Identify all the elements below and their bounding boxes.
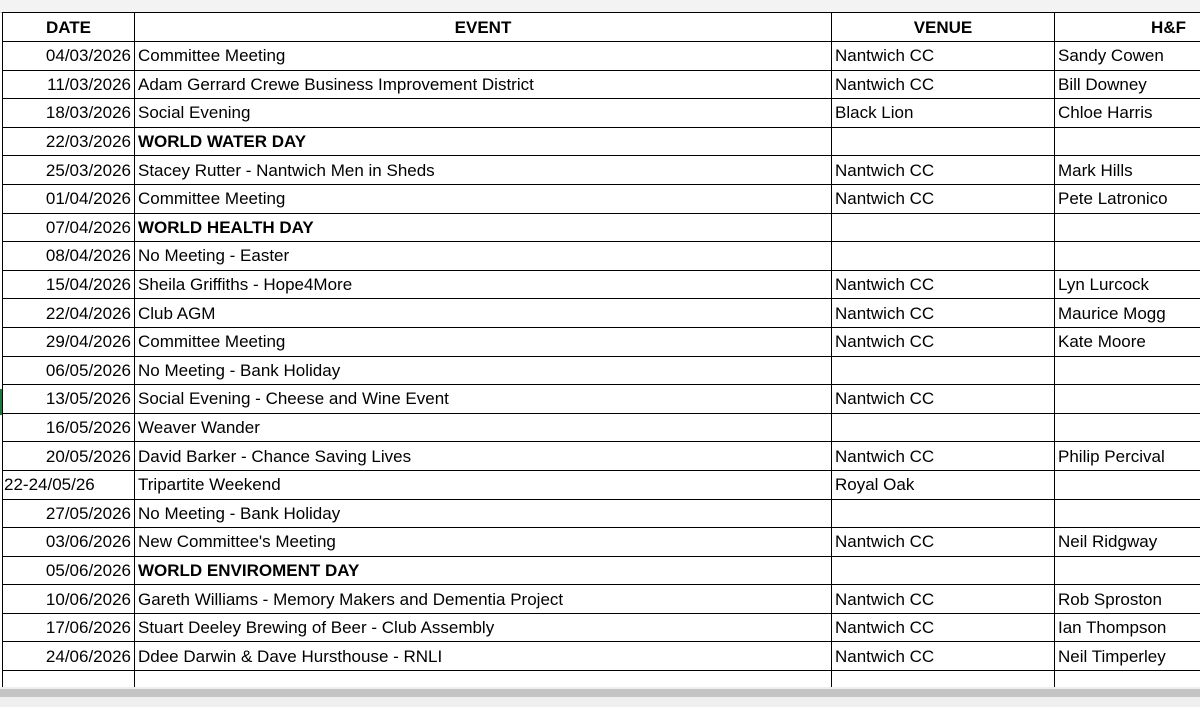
cell-event[interactable]: Committee Meeting [135,42,832,71]
cell-event[interactable]: Stacey Rutter - Nantwich Men in Sheds [135,156,832,185]
cell-date[interactable]: 06/05/2026 [3,356,135,385]
table-row [3,99,1200,128]
cell-event[interactable]: Social Evening - Cheese and Wine Event [135,385,832,414]
cell-hf[interactable]: Philip Percival [1055,442,1200,471]
active-cell-marker [0,389,2,415]
cell-hf[interactable] [1055,413,1200,442]
table-row [3,442,1200,471]
table-row [3,42,1200,71]
cell-date[interactable]: 03/06/2026 [3,528,135,557]
cell-event[interactable]: No Meeting - Bank Holiday [135,499,832,528]
table-row [3,585,1200,614]
horizontal-scrollbar[interactable] [0,687,1200,707]
cell-hf[interactable]: Maurice Mogg [1055,299,1200,328]
table-row [3,499,1200,528]
cell-hf[interactable] [1055,470,1200,499]
table-row [3,184,1200,213]
cell-date[interactable]: 22/04/2026 [3,299,135,328]
cell-event[interactable]: Stuart Deeley Brewing of Beer - Club Assembly [135,613,832,642]
table-row [3,70,1200,99]
cell-date[interactable]: 01/04/2026 [3,184,135,213]
cell-event[interactable]: WORLD WATER DAY [135,127,832,156]
cell-venue[interactable]: Nantwich CC [832,585,1055,614]
cell-event[interactable]: Tripartite Weekend [135,470,832,499]
cell-date[interactable]: 10/06/2026 [3,585,135,614]
cell-hf[interactable] [1055,356,1200,385]
cell-venue[interactable]: Black Lion [832,99,1055,128]
cell-hf[interactable]: Bill Downey [1055,70,1200,99]
header-venue[interactable]: VENUE [832,13,1055,42]
cell-hf[interactable]: Chloe Harris [1055,99,1200,128]
cell-date[interactable]: 24/06/2026 [3,642,135,671]
cell-venue[interactable] [832,556,1055,585]
cell-date[interactable]: 20/05/2026 [3,442,135,471]
cell-venue[interactable]: Nantwich CC [832,156,1055,185]
cell-venue[interactable] [832,242,1055,271]
cell-event[interactable]: Sheila Griffiths - Hope4More [135,270,832,299]
cell-date[interactable]: 05/06/2026 [3,556,135,585]
cell-event[interactable]: New Committee's Meeting [135,528,832,557]
cell-hf[interactable] [1055,213,1200,242]
table-row [3,528,1200,557]
table-row [3,470,1200,499]
cell-hf[interactable]: Pete Latronico [1055,184,1200,213]
table-row [3,156,1200,185]
cell-event[interactable]: Social Evening [135,99,832,128]
cell-hf[interactable]: Lyn Lurcock [1055,270,1200,299]
cell-venue[interactable]: Nantwich CC [832,642,1055,671]
cell-venue[interactable] [832,499,1055,528]
header-event[interactable]: EVENT [135,13,832,42]
table-row [3,299,1200,328]
cell-venue[interactable]: Nantwich CC [832,270,1055,299]
cell-date[interactable]: 27/05/2026 [3,499,135,528]
table-row [3,385,1200,414]
cell-venue[interactable]: Nantwich CC [832,70,1055,99]
cell-event[interactable]: Weaver Wander [135,413,832,442]
cell-date[interactable]: 29/04/2026 [3,327,135,356]
cell-event[interactable]: Adam Gerrard Crewe Business Improvement District [135,70,832,99]
cell-event[interactable]: Gareth Williams - Memory Makers and Dementia Project [135,585,832,614]
cell-venue[interactable]: Nantwich CC [832,385,1055,414]
cell-event[interactable]: Committee Meeting [135,184,832,213]
cell-hf[interactable]: Mark Hills [1055,156,1200,185]
header-date[interactable]: DATE [3,13,135,42]
cell-event[interactable]: Committee Meeting [135,327,832,356]
cell-hf[interactable]: Kate Moore [1055,327,1200,356]
cell-venue[interactable] [832,413,1055,442]
cell-date[interactable]: 08/04/2026 [3,242,135,271]
cell-hf[interactable] [1055,556,1200,585]
cell-venue[interactable]: Nantwich CC [832,299,1055,328]
table-row [3,327,1200,356]
cell-event[interactable]: WORLD HEALTH DAY [135,213,832,242]
cell-hf[interactable]: Neil Ridgway [1055,528,1200,557]
cell-date[interactable]: 22/03/2026 [3,127,135,156]
cell-venue[interactable]: Nantwich CC [832,442,1055,471]
cell-event[interactable]: No Meeting - Easter [135,242,832,271]
cell-venue[interactable] [832,213,1055,242]
cell-hf[interactable]: Sandy Cowen [1055,42,1200,71]
table-row [3,242,1200,271]
header-hf[interactable]: H&F [1055,13,1200,42]
cell-venue[interactable]: Nantwich CC [832,42,1055,71]
cell-event[interactable]: No Meeting - Bank Holiday [135,356,832,385]
events-table [2,12,1200,700]
table-row [3,613,1200,642]
cell-hf[interactable]: Neil Timperley [1055,642,1200,671]
cell-hf[interactable] [1055,499,1200,528]
cell-date[interactable]: 04/03/2026 [3,42,135,71]
cell-date[interactable]: 18/03/2026 [3,99,135,128]
cell-venue[interactable]: Nantwich CC [832,528,1055,557]
cell-date[interactable]: 15/04/2026 [3,270,135,299]
cell-date[interactable]: 16/05/2026 [3,413,135,442]
cell-venue[interactable]: Nantwich CC [832,327,1055,356]
table-row [3,213,1200,242]
cell-event[interactable]: Ddee Darwin & Dave Hursthouse - RNLI [135,642,832,671]
cell-date[interactable]: 11/03/2026 [3,70,135,99]
table-row [3,413,1200,442]
header-row [3,13,1200,42]
table-row [3,270,1200,299]
cell-event[interactable]: Club AGM [135,299,832,328]
cell-hf[interactable] [1055,127,1200,156]
cell-venue[interactable]: Royal Oak [832,470,1055,499]
cell-hf[interactable]: Rob Sproston [1055,585,1200,614]
cell-venue[interactable]: Nantwich CC [832,613,1055,642]
scrollbar-thumb[interactable] [0,689,1200,697]
cell-event[interactable]: WORLD ENVIROMENT DAY [135,556,832,585]
table-row [3,642,1200,671]
cell-date[interactable]: 13/05/2026 [3,385,135,414]
cell-date[interactable]: 25/03/2026 [3,156,135,185]
cell-hf[interactable]: Ian Thompson [1055,613,1200,642]
cell-venue[interactable]: Nantwich CC [832,184,1055,213]
cell-date[interactable]: 17/06/2026 [3,613,135,642]
table-row [3,127,1200,156]
cell-event[interactable]: David Barker - Chance Saving Lives [135,442,832,471]
table-row [3,356,1200,385]
cell-venue[interactable] [832,356,1055,385]
cell-venue[interactable] [832,127,1055,156]
cell-hf[interactable] [1055,385,1200,414]
cell-date[interactable]: 22-24/05/26 [3,470,135,499]
table-row [3,556,1200,585]
cell-date[interactable]: 07/04/2026 [3,213,135,242]
cell-hf[interactable] [1055,242,1200,271]
